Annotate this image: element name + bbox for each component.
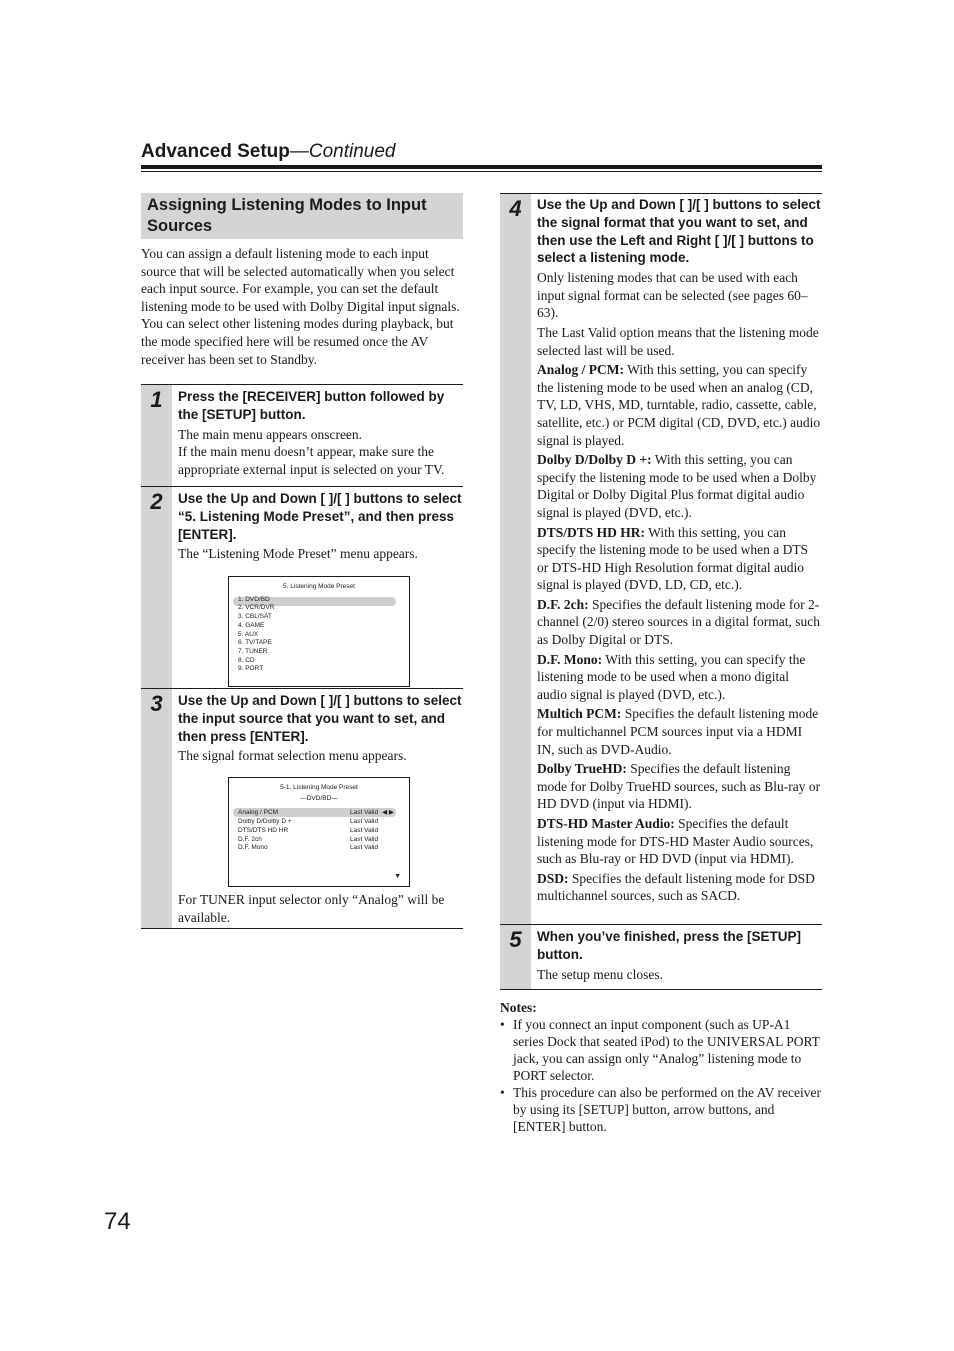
def-item — [537, 870, 822, 905]
signal-format-screen — [228, 777, 410, 887]
def-text: Specifies the default listening mode for DSD multichannel sources, such as SACD. — [537, 870, 815, 904]
step-instruction: Press the [RECEIVER] button followed by the [SETUP] button. — [178, 389, 445, 422]
menu-item: 2. VCR/DVR — [238, 604, 275, 612]
notes — [500, 999, 822, 1135]
format-row — [229, 844, 409, 853]
def-term: D.F. Mono: — [537, 651, 603, 667]
screen-title: 5. Listening Mode Preset — [283, 582, 355, 590]
menu-item: 9. PORT — [238, 665, 264, 673]
step-2 — [141, 487, 463, 689]
format-value: Last Valid — [350, 826, 379, 834]
step-instruction: Use the Up and Down [ ]/[ ] buttons to select the signal format that you want to set, and then use the Left and Right [ ]/[ ] buttons to select a listening mode. — [537, 197, 821, 266]
notes-title: Notes: — [500, 1000, 537, 1015]
step-text: The setup menu closes. — [537, 966, 663, 982]
def-text: Specifies the default listening mode for DTS-HD Master Audio sources, such as Blu-ray or HD DVD (input via HDMI). — [537, 816, 814, 867]
format-value: Last Valid — [350, 818, 379, 826]
menu-item: 3. CBL/SAT — [238, 613, 272, 621]
format-row — [229, 836, 409, 845]
def-term: Dolby D/Dolby D +: — [537, 452, 652, 468]
def-term: DSD: — [537, 870, 569, 886]
step-1 — [141, 384, 463, 487]
step-number: 2 — [141, 487, 172, 688]
menu-item: 1. DVD/BD — [238, 595, 270, 603]
def-item — [537, 451, 822, 521]
step-body — [172, 689, 463, 928]
format-name: DTS/DTS HD HR — [238, 826, 289, 834]
step-text: If the main menu doesn’t appear, make sure the appropriate external input is selected on your TV. — [178, 444, 445, 477]
step-number: 4 — [500, 194, 531, 924]
menu-item: 5. AUX — [238, 630, 259, 638]
step-body — [172, 487, 463, 688]
def-term: D.F. 2ch: — [537, 596, 589, 612]
step-body — [531, 194, 822, 924]
def-term: DTS/DTS HD HR: — [537, 524, 646, 540]
menu-item: 7. TUNER — [238, 647, 268, 655]
def-item — [537, 596, 822, 649]
format-value: Last Valid — [350, 809, 379, 817]
format-row — [229, 809, 409, 818]
step-text: The “Listening Mode Preset” menu appears. — [178, 546, 418, 562]
def-text: With this setting, you can specify the listening mode to be used when a mono digital audio signal is played (DVD, etc.). — [537, 651, 806, 702]
left-right-arrows-icon: ◀ ▶ — [382, 809, 394, 817]
format-value: Last Valid — [350, 844, 379, 852]
format-name: Analog / PCM — [238, 809, 279, 817]
step-5 — [500, 925, 822, 990]
step-text: The signal format selection menu appears. — [178, 748, 407, 764]
def-item — [537, 651, 822, 704]
format-name: Dolby D/Dolby D + — [238, 818, 292, 826]
format-name: D.F. 2ch — [238, 835, 262, 843]
def-text: With this setting, you can specify the listening mode to be used when a DTS or DTS-HD High Resolution format digital audio signal is played (DVD, LD, CD, etc.). — [537, 524, 809, 593]
note-item: • This procedure can also be performed on the AV receiver by using its [SETUP] button, arrow buttons, and [ENTER] button. — [500, 1084, 822, 1135]
intro-paragraph: You can assign a default listening mode to each input source that will be selected automatically when you select each input source. For example, you can set the default listening mode to be used with Dolby Digital input signals. You can select other listening modes during playback, but the mode specified here will be resumed once the AV receiver has been set to Standby. — [141, 246, 460, 367]
def-term: DTS-HD Master Audio: — [537, 816, 675, 831]
menu-item: 8. CD — [238, 656, 255, 664]
format-row — [229, 818, 409, 827]
def-text: Specifies the default listening mode for Dolby TrueHD sources, such as Blu-ray or HD DVD (input via HDMI). — [537, 761, 821, 812]
step-4 — [500, 193, 822, 925]
section-title-box — [141, 193, 463, 239]
def-term: Multich PCM: — [537, 706, 622, 722]
format-value: Last Valid — [350, 835, 379, 843]
step-number: 3 — [141, 689, 172, 928]
step-instruction: Use the Up and Down [ ]/[ ] buttons to select the input source that you want to set, and then press [ENTER]. — [178, 693, 462, 744]
def-text: With this setting, you can specify the listening mode to be used when a Dolby Digital or Dolby Digital Plus format digital audio signal is played (DVD, etc.). — [537, 452, 817, 520]
step-note: For TUNER input selector only “Analog” will be available. — [178, 891, 445, 925]
step-instruction: When you’ve finished, press the [SETUP] button. — [537, 929, 802, 962]
def-term: Analog / PCM: — [537, 362, 624, 378]
screen-subtitle: —DVD/BD— — [300, 794, 338, 802]
step-text: The Last Valid option means that the listening mode selected last will be used. — [537, 324, 819, 358]
step-body — [172, 385, 463, 486]
section-title: Assigning Listening Modes to Input Sources — [147, 196, 427, 235]
header-rule — [141, 165, 822, 169]
page-number: 74 — [104, 1208, 131, 1235]
step-number: 1 — [141, 385, 172, 486]
def-text: With this setting, you can specify the listening mode to be used when an analog (CD, TV, LD, VHS, MD, turntable, radio, cassette, cable, satellite, etc.) or PCM digital (CD, DVD, etc.) audio signal is played. — [537, 362, 821, 448]
step-text: Only listening modes that can be used with each input signal format can be selected (see pages 60–63). — [537, 270, 808, 321]
step-3 — [141, 689, 463, 929]
header-continued: —Continued — [289, 141, 396, 162]
listening-mode-preset-screen — [228, 576, 410, 687]
header-rule-thin — [141, 171, 822, 172]
def-item — [537, 361, 822, 449]
step-instruction: Use the Up and Down [ ]/[ ] buttons to select “5. Listening Mode Preset”, and then press [ENTER]. — [178, 491, 462, 542]
step-number: 5 — [500, 925, 531, 989]
def-text: Specifies the default listening mode for 2-channel (2/0) stereo sources in a digital format, such as Dolby Digital or DTS. — [537, 596, 821, 648]
step-body — [531, 925, 822, 989]
def-item — [537, 705, 822, 758]
def-item — [537, 815, 822, 868]
note-item: • If you connect an input component (such as UP-A1 series Dock that seated iPod) to the UNIVERSAL PORT jack, you can assign only “Analog” listening mode to PORT selector. — [500, 1016, 822, 1084]
format-name: D.F. Mono — [238, 844, 268, 852]
format-row — [229, 827, 409, 836]
header-title: Advanced Setup—Continued — [141, 141, 396, 162]
scroll-down-arrow-icon: ▼ — [394, 873, 401, 881]
menu-item: 4. GAME — [238, 621, 265, 629]
def-item — [537, 760, 822, 813]
page-header — [141, 140, 822, 164]
def-term: Dolby TrueHD: — [537, 761, 627, 777]
screen-title: 5-1. Listening Mode Preset — [280, 783, 358, 791]
def-text: Specifies the default listening mode for multichannel PCM sources input via a HDMI IN, such as DVD-Audio. — [537, 706, 819, 757]
def-item — [537, 524, 822, 594]
step-text: The main menu appears onscreen. — [178, 426, 363, 442]
menu-item: 6. TV/TAPE — [238, 639, 272, 647]
